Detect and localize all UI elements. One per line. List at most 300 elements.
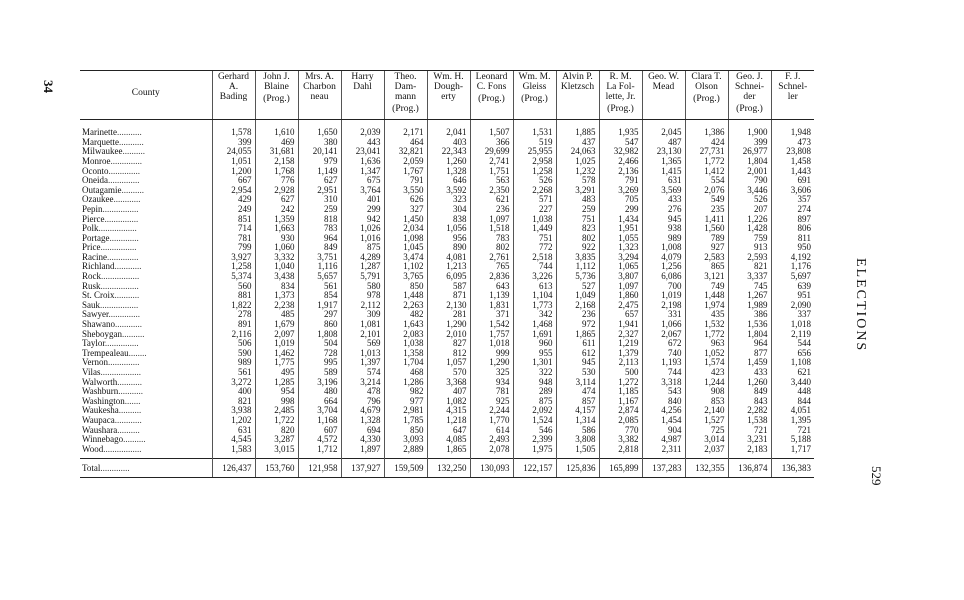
vote-count-cell: 309 (341, 310, 384, 320)
vote-count-cell: 853 (685, 397, 728, 407)
vote-count-cell: 1,049 (556, 291, 599, 301)
candidate-header (298, 71, 341, 120)
leader-dots: .......... (122, 329, 145, 339)
candidate-name-line: Olson (695, 81, 718, 92)
vote-count-cell: 1,412 (685, 166, 728, 176)
vote-count-cell: 938 (642, 224, 685, 234)
county-cell (80, 166, 212, 176)
vote-count-cell: 1,167 (599, 397, 642, 407)
vote-count-cell: 607 (298, 425, 341, 435)
vote-count-cell: 1,772 (685, 157, 728, 167)
vote-count-cell: 3,287 (255, 435, 298, 445)
vote-count-cell: 820 (255, 425, 298, 435)
vote-count-cell: 3,231 (728, 435, 771, 445)
table-row (80, 185, 814, 195)
vote-count-cell: 857 (556, 397, 599, 407)
vote-count-cell: 26,977 (728, 147, 771, 157)
vote-count-cell: 1,081 (341, 320, 384, 330)
vote-count-cell: 850 (384, 425, 427, 435)
vote-count-cell: 3,550 (384, 185, 427, 195)
vote-count-cell: 357 (771, 195, 814, 205)
vote-count-cell: 1,290 (470, 358, 513, 368)
vote-count-cell: 2,836 (470, 272, 513, 282)
vote-count-cell: 27,731 (685, 147, 728, 157)
county-cell (80, 157, 212, 167)
vote-count-cell: 691 (771, 176, 814, 186)
leader-dots: ........... (117, 377, 143, 387)
vote-count-cell: 1,860 (599, 291, 642, 301)
county-name: Vilas (82, 367, 101, 378)
vote-count-cell: 506 (212, 339, 255, 349)
vote-count-cell: 1,116 (298, 262, 341, 272)
vote-count-cell: 544 (771, 339, 814, 349)
vote-count-cell: 2,263 (384, 301, 427, 311)
vote-count-cell: 998 (255, 397, 298, 407)
vote-count-cell: 2,874 (599, 406, 642, 416)
vote-count-cell: 2,113 (599, 358, 642, 368)
vote-count-cell: 242 (255, 205, 298, 215)
vote-count-cell: 945 (642, 214, 685, 224)
vote-count-cell: 972 (556, 320, 599, 330)
vote-count-cell: 1,193 (642, 358, 685, 368)
table-row (80, 262, 814, 272)
vote-count-cell: 705 (599, 195, 642, 205)
vote-count-cell: 2,092 (513, 406, 556, 416)
party-label: (Prog.) (736, 103, 763, 114)
vote-count-cell: 1,051 (212, 157, 255, 167)
vote-count-cell: 751 (513, 233, 556, 243)
vote-count-cell: 386 (728, 310, 771, 320)
leader-dots: .............. (108, 310, 140, 320)
vote-count-cell: 3,015 (255, 444, 298, 458)
vote-count-cell: 818 (298, 214, 341, 224)
vote-count-cell: 925 (470, 397, 513, 407)
county-name: Shawano (82, 319, 115, 330)
leader-dots: ........... (114, 290, 140, 301)
vote-count-cell: 854 (298, 291, 341, 301)
leader-dots: ............... (104, 214, 139, 224)
vote-count-cell: 745 (728, 281, 771, 291)
vote-count-cell: 2,116 (212, 329, 255, 339)
table-row (80, 176, 814, 186)
leader-dots: ................. (103, 444, 142, 454)
vote-count-cell: 4,256 (642, 406, 685, 416)
vote-count-cell: 827 (427, 339, 470, 349)
vote-count-cell: 3,440 (771, 377, 814, 387)
vote-count-cell: 1,358 (384, 349, 427, 359)
vote-count-cell: 3,196 (298, 377, 341, 387)
vote-count-cell: 297 (298, 310, 341, 320)
table-row (80, 233, 814, 243)
leader-dots: ................. (100, 281, 139, 291)
table-row (80, 205, 814, 215)
vote-count-cell: 2,954 (212, 185, 255, 195)
vote-count-cell: 278 (212, 310, 255, 320)
vote-count-cell: 1,975 (513, 444, 556, 458)
vote-count-cell: 675 (341, 176, 384, 186)
leader-dots: ........... (118, 386, 144, 397)
vote-count-cell: 1,018 (470, 339, 513, 349)
vote-count-cell: 1,785 (384, 416, 427, 426)
county-cell (80, 214, 212, 224)
vote-count-cell: 1,301 (513, 358, 556, 368)
county-name: Pierce (82, 214, 105, 224)
county-cell (80, 387, 212, 397)
vote-count-cell: 2,130 (427, 301, 470, 311)
vote-count-cell: 672 (642, 339, 685, 349)
vote-count-cell: 721 (771, 425, 814, 435)
table-row (80, 253, 814, 263)
vote-count-cell: 1,323 (599, 243, 642, 253)
vote-count-cell: 136,874 (728, 459, 771, 478)
leader-dots: .......... (118, 406, 142, 416)
candidate-name-line: Mrs. A. (305, 72, 334, 82)
vote-count-cell: 1,935 (599, 119, 642, 137)
vote-count-cell: 740 (642, 349, 685, 359)
vote-count-cell: 2,466 (599, 157, 642, 167)
vote-count-cell: 1,287 (341, 262, 384, 272)
vote-count-cell: 443 (341, 137, 384, 147)
vote-count-cell: 323 (427, 195, 470, 205)
vote-count-cell: 1,518 (470, 224, 513, 234)
candidate-name-line: Wm. M. (518, 72, 551, 82)
vote-count-cell: 3,332 (255, 253, 298, 263)
vote-count-cell: 1,527 (685, 416, 728, 426)
vote-count-cell: 2,350 (470, 185, 513, 195)
county-cell (80, 377, 212, 387)
vote-count-cell: 1,468 (513, 320, 556, 330)
vote-count-cell: 424 (685, 137, 728, 147)
vote-count-cell: 2,090 (771, 301, 814, 311)
county-name: Washington (82, 396, 125, 406)
vote-count-cell: 2,039 (341, 119, 384, 137)
vote-count-cell: 5,736 (556, 272, 599, 282)
vote-count-cell: 322 (513, 368, 556, 378)
vote-count-cell: 1,008 (642, 243, 685, 253)
county-name: Portage (82, 233, 110, 243)
county-name: Richland (82, 262, 115, 272)
vote-count-cell: 554 (685, 176, 728, 186)
vote-count-cell: 783 (470, 233, 513, 243)
candidate-name-line: Geo. W. (648, 72, 679, 82)
vote-count-cell: 1,098 (384, 233, 427, 243)
vote-count-cell: 2,059 (384, 157, 427, 167)
vote-count-cell: 2,981 (384, 406, 427, 416)
candidate-name-line: A. (228, 81, 239, 92)
vote-count-cell: 982 (384, 387, 427, 397)
county-name: Waukesha (82, 406, 119, 416)
vote-count-cell: 1,359 (255, 214, 298, 224)
vote-count-cell: 2,268 (513, 185, 556, 195)
vote-count-cell: 1,804 (728, 329, 771, 339)
vote-count-cell: 2,119 (771, 329, 814, 339)
vote-count-cell: 4,679 (341, 406, 384, 416)
table-row (80, 119, 814, 137)
vote-count-cell: 20,141 (298, 147, 341, 157)
vote-count-cell: 483 (556, 195, 599, 205)
vote-count-cell: 881 (212, 291, 255, 301)
candidate-name-line: ler (787, 91, 798, 102)
leader-dots: .......... (122, 147, 145, 157)
vote-count-cell: 1,347 (341, 166, 384, 176)
vote-count-cell: 2,583 (685, 253, 728, 263)
vote-count-cell: 25,955 (513, 147, 556, 157)
vote-count-cell: 22,343 (427, 147, 470, 157)
vote-count-cell: 2,067 (642, 329, 685, 339)
vote-count-cell: 3,704 (298, 406, 341, 416)
vote-count-cell: 964 (728, 339, 771, 349)
county-name: Sheboygan (82, 329, 122, 339)
vote-count-cell: 236 (470, 205, 513, 215)
vote-count-cell: 399 (728, 137, 771, 147)
vote-count-cell: 1,900 (728, 119, 771, 137)
vote-count-cell: 1,056 (427, 224, 470, 234)
vote-count-cell: 132,250 (427, 459, 470, 478)
vote-count-cell: 627 (298, 176, 341, 186)
vote-count-cell: 812 (427, 349, 470, 359)
table-row (80, 329, 814, 339)
vote-count-cell: 789 (685, 233, 728, 243)
vote-count-cell: 337 (771, 310, 814, 320)
vote-count-cell: 1,258 (513, 166, 556, 176)
vote-count-cell: 700 (642, 281, 685, 291)
vote-count-cell: 802 (556, 233, 599, 243)
county-cell (80, 368, 212, 378)
vote-count-cell: 1,066 (642, 320, 685, 330)
party-label: (Prog.) (263, 93, 290, 104)
vote-count-cell: 468 (384, 368, 427, 378)
candidate-name-line: La Fol- (606, 81, 635, 92)
vote-count-cell: 1,449 (513, 224, 556, 234)
candidate-name-line: neau (310, 91, 329, 102)
vote-count-cell: 621 (771, 368, 814, 378)
vote-count-cell: 1,038 (513, 214, 556, 224)
vote-count-cell: 2,399 (513, 435, 556, 445)
vote-count-cell: 2,010 (427, 329, 470, 339)
vote-count-cell: 2,112 (341, 301, 384, 311)
county-name: Sawyer (82, 310, 109, 320)
vote-count-cell: 1,397 (341, 358, 384, 368)
leader-dots: ................. (98, 223, 137, 234)
vote-count-cell: 1,328 (341, 416, 384, 426)
table-row (80, 224, 814, 234)
vote-count-cell: 1,016 (341, 233, 384, 243)
vote-count-cell: 2,282 (728, 406, 771, 416)
vote-count-cell: 1,097 (470, 214, 513, 224)
vote-count-cell: 3,382 (599, 435, 642, 445)
vote-count-cell: 2,818 (599, 444, 642, 458)
vote-count-cell: 1,574 (685, 358, 728, 368)
candidate-name-line: Gleiss (522, 81, 547, 92)
county-name: Outagamie (82, 185, 122, 195)
vote-count-cell: 563 (470, 176, 513, 186)
table-row (80, 406, 814, 416)
candidate-name-line: Gerhard (217, 72, 250, 82)
vote-count-cell: 3,446 (728, 185, 771, 195)
vote-count-cell: 403 (427, 137, 470, 147)
vote-count-cell: 1,663 (255, 224, 298, 234)
vote-count-cell: 765 (470, 262, 513, 272)
vote-count-cell: 806 (771, 224, 814, 234)
vote-count-cell: 834 (255, 281, 298, 291)
vote-count-cell: 950 (771, 243, 814, 253)
vote-count-cell: 2,041 (427, 119, 470, 137)
vote-count-cell: 1,773 (513, 301, 556, 311)
vote-count-cell: 530 (556, 368, 599, 378)
vote-count-cell: 276 (642, 205, 685, 215)
vote-count-cell: 930 (255, 233, 298, 243)
vote-count-cell: 979 (298, 157, 341, 167)
vote-count-cell: 3,294 (599, 253, 642, 263)
table-row (80, 281, 814, 291)
county-cell (80, 253, 212, 263)
vote-count-cell: 299 (341, 205, 384, 215)
county-cell (80, 291, 212, 301)
vote-count-cell: 504 (298, 339, 341, 349)
election-returns-table (80, 70, 814, 478)
county-cell (80, 272, 212, 282)
county-name: Pepin (82, 204, 103, 214)
vote-count-cell: 1,650 (298, 119, 341, 137)
vote-count-cell: 380 (298, 137, 341, 147)
leader-dots: .............. (107, 252, 139, 262)
vote-count-cell: 1,538 (728, 416, 771, 426)
vote-count-cell: 1,767 (384, 166, 427, 176)
vote-count-cell: 549 (685, 195, 728, 205)
leader-dots: ............ (113, 195, 141, 205)
vote-count-cell: 2,485 (255, 406, 298, 416)
vote-count-cell: 1,256 (642, 262, 685, 272)
candidate-header (513, 71, 556, 120)
candidate-name-line: erty (441, 91, 456, 102)
vote-count-cell: 2,168 (556, 301, 599, 311)
vote-count-cell: 647 (427, 425, 470, 435)
vote-count-cell: 875 (513, 397, 556, 407)
vote-count-cell: 1,176 (771, 262, 814, 272)
vote-count-cell: 3,121 (685, 272, 728, 282)
vote-count-cell: 23,130 (642, 147, 685, 157)
vote-count-cell: 2,593 (728, 253, 771, 263)
vote-count-cell: 1,055 (599, 233, 642, 243)
county-name: Milwaukee (82, 147, 123, 157)
county-name: Oconto (82, 166, 109, 176)
vote-count-cell: 871 (427, 291, 470, 301)
vote-count-cell: 728 (298, 349, 341, 359)
vote-count-cell: 1,025 (556, 157, 599, 167)
candidate-header (728, 71, 771, 120)
county-cell (80, 320, 212, 330)
vote-count-cell: 400 (212, 387, 255, 397)
vote-count-cell: 3,606 (771, 185, 814, 195)
vote-count-cell: 783 (298, 224, 341, 234)
vote-count-cell: 913 (728, 243, 771, 253)
candidate-name-line: Charbon (303, 81, 336, 92)
vote-count-cell: 1,542 (470, 320, 513, 330)
vote-count-cell: 823 (556, 224, 599, 234)
vote-count-cell: 2,085 (599, 416, 642, 426)
vote-count-cell: 627 (255, 195, 298, 205)
vote-count-cell: 5,791 (341, 272, 384, 282)
county-name: St. Croix (82, 290, 115, 301)
vote-count-cell: 1,258 (212, 262, 255, 272)
vote-count-cell: 2,158 (255, 157, 298, 167)
leader-dots: ................. (100, 300, 139, 310)
vote-count-cell: 1,751 (470, 166, 513, 176)
vote-count-cell: 2,311 (642, 444, 685, 458)
vote-count-cell: 1,102 (384, 262, 427, 272)
county-cell (80, 147, 212, 157)
county-cell (80, 444, 212, 458)
vote-count-cell: 561 (298, 281, 341, 291)
vote-count-cell: 6,086 (642, 272, 685, 282)
vote-count-cell: 1,395 (771, 416, 814, 426)
vote-count-cell: 1,560 (685, 224, 728, 234)
candidate-header (470, 71, 513, 120)
vote-count-cell: 791 (384, 176, 427, 186)
vote-count-cell: 1,060 (255, 243, 298, 253)
vote-count-cell: 934 (470, 377, 513, 387)
vote-count-cell: 4,315 (427, 406, 470, 416)
vote-count-cell: 1,459 (728, 358, 771, 368)
leader-dots: ............ (114, 415, 142, 425)
vote-count-cell: 1,712 (298, 444, 341, 458)
vote-count-cell: 2,083 (384, 329, 427, 339)
vote-count-cell: 571 (513, 195, 556, 205)
vote-count-cell: 1,775 (255, 358, 298, 368)
vote-count-cell: 3,592 (427, 185, 470, 195)
vote-count-cell: 2,076 (685, 185, 728, 195)
vote-count-cell: 643 (470, 281, 513, 291)
vote-count-cell: 1,260 (728, 377, 771, 387)
county-name: Taylor (82, 338, 105, 349)
table-row (80, 387, 814, 397)
leader-dots: ................ (102, 204, 139, 214)
vote-count-cell: 951 (771, 291, 814, 301)
vote-count-cell: 849 (728, 387, 771, 397)
vote-count-cell: 435 (685, 310, 728, 320)
vote-count-cell: 744 (642, 368, 685, 378)
vote-count-cell: 1,831 (470, 301, 513, 311)
vote-count-cell: 945 (556, 358, 599, 368)
vote-count-cell: 1,768 (255, 166, 298, 176)
vote-count-cell: 850 (384, 281, 427, 291)
vote-count-cell: 121,958 (298, 459, 341, 478)
county-cell (80, 406, 212, 416)
vote-count-cell: 527 (556, 281, 599, 291)
vote-count-cell: 1,104 (513, 291, 556, 301)
candidate-name-line: lette, Jr. (605, 91, 636, 102)
county-cell (80, 137, 212, 147)
vote-count-cell: 423 (685, 368, 728, 378)
candidate-header (599, 71, 642, 120)
vote-count-cell: 1,386 (685, 119, 728, 137)
vote-count-cell: 1,365 (642, 157, 685, 167)
vote-count-cell: 153,760 (255, 459, 298, 478)
vote-count-cell: 207 (728, 205, 771, 215)
vote-count-cell: 1,434 (599, 214, 642, 224)
vote-count-cell: 4,192 (771, 253, 814, 263)
leader-dots: ............... (104, 338, 139, 349)
county-cell (80, 310, 212, 320)
vote-count-cell: 2,001 (728, 166, 771, 176)
vote-count-cell: 1,185 (599, 387, 642, 397)
vote-count-cell: 1,202 (212, 416, 255, 426)
vote-count-cell: 772 (513, 243, 556, 253)
vote-count-cell: 960 (513, 339, 556, 349)
vote-count-cell: 2,475 (599, 301, 642, 311)
leader-dots: .............. (108, 358, 140, 368)
candidate-name-line: C. Fons (476, 81, 507, 92)
